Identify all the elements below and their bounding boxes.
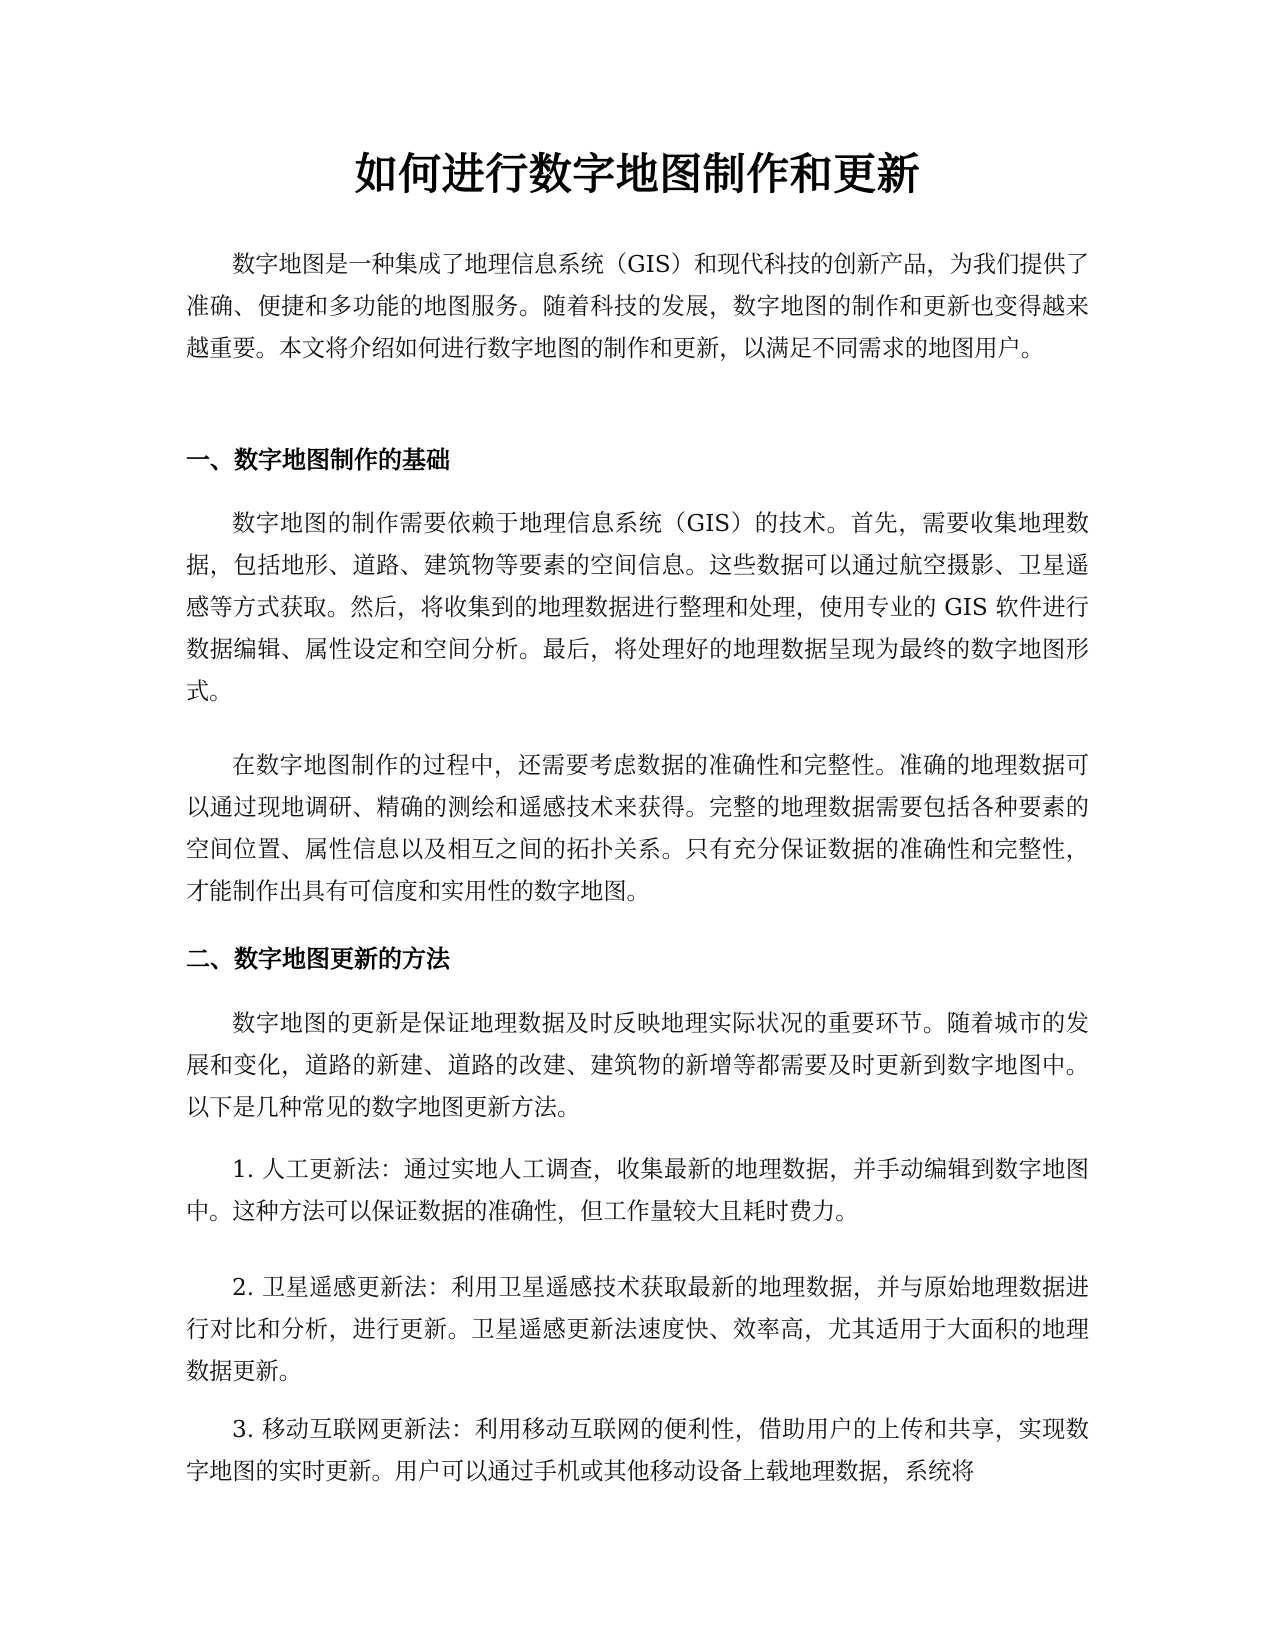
- section-1-paragraph-1: 数字地图的制作需要依赖于地理信息系统（GIS）的技术。首先，需要收集地理数据，包括地形、道路、建筑物等要素的空间信息。这些数据可以通过航空摄影、卫星遥感等方式获取。然后，将收集到的地理数据进行整理和处理，使用专业的 GIS 软件进行数据编辑、属性设定和空间分析。最后，将处理好的地理数据呈现为最终的数字地图形式。: [186, 510, 1089, 705]
- update-method-manual: 1. 人工更新法：通过实地人工调查，收集最新的地理数据，并手动编辑到数字地图中。这种方法可以保证数据的准确性，但工作量较大且耗时费力。: [186, 1156, 1089, 1225]
- section-1-paragraph-2: 在数字地图制作的过程中，还需要考虑数据的准确性和完整性。准确的地理数据可以通过现地调研、精确的测绘和遥感技术来获得。完整的地理数据需要包括各种要素的空间位置、属性信息以及相互之间的拓扑关系。只有充分保证数据的准确性和完整性，才能制作出具有可信度和实用性的数字地图。: [186, 752, 1089, 905]
- update-method-mobile: 3. 移动互联网更新法：利用移动互联网的便利性，借助用户的上传和共享，实现数字地图的实时更新。用户可以通过手机或其他移动设备上载地理数据，系统将: [186, 1416, 1089, 1485]
- section-heading-update-methods: 二、数字地图更新的方法: [186, 945, 450, 973]
- section-2-paragraph-1: 数字地图的更新是保证地理数据及时反映地理实际状况的重要环节。随着城市的发展和变化，道路的新建、道路的改建、建筑物的新增等都需要及时更新到数字地图中。以下是几种常见的数字地图更新方法。: [186, 1010, 1089, 1121]
- section-heading-basics: 一、数字地图制作的基础: [186, 446, 450, 474]
- document-title: 如何进行数字地图制作和更新: [354, 150, 921, 200]
- update-method-satellite: 2. 卫星遥感更新法：利用卫星遥感技术获取最新的地理数据，并与原始地理数据进行对比和分析，进行更新。卫星遥感更新法速度快、效率高，尤其适用于大面积的地理数据更新。: [186, 1274, 1089, 1385]
- intro-paragraph: 数字地图是一种集成了地理信息系统（GIS）和现代科技的创新产品，为我们提供了准确、便捷和多功能的地图服务。随着科技的发展，数字地图的制作和更新也变得越来越重要。本文将介绍如何进行数字地图的制作和更新，以满足不同需求的地图用户。: [186, 251, 1089, 362]
